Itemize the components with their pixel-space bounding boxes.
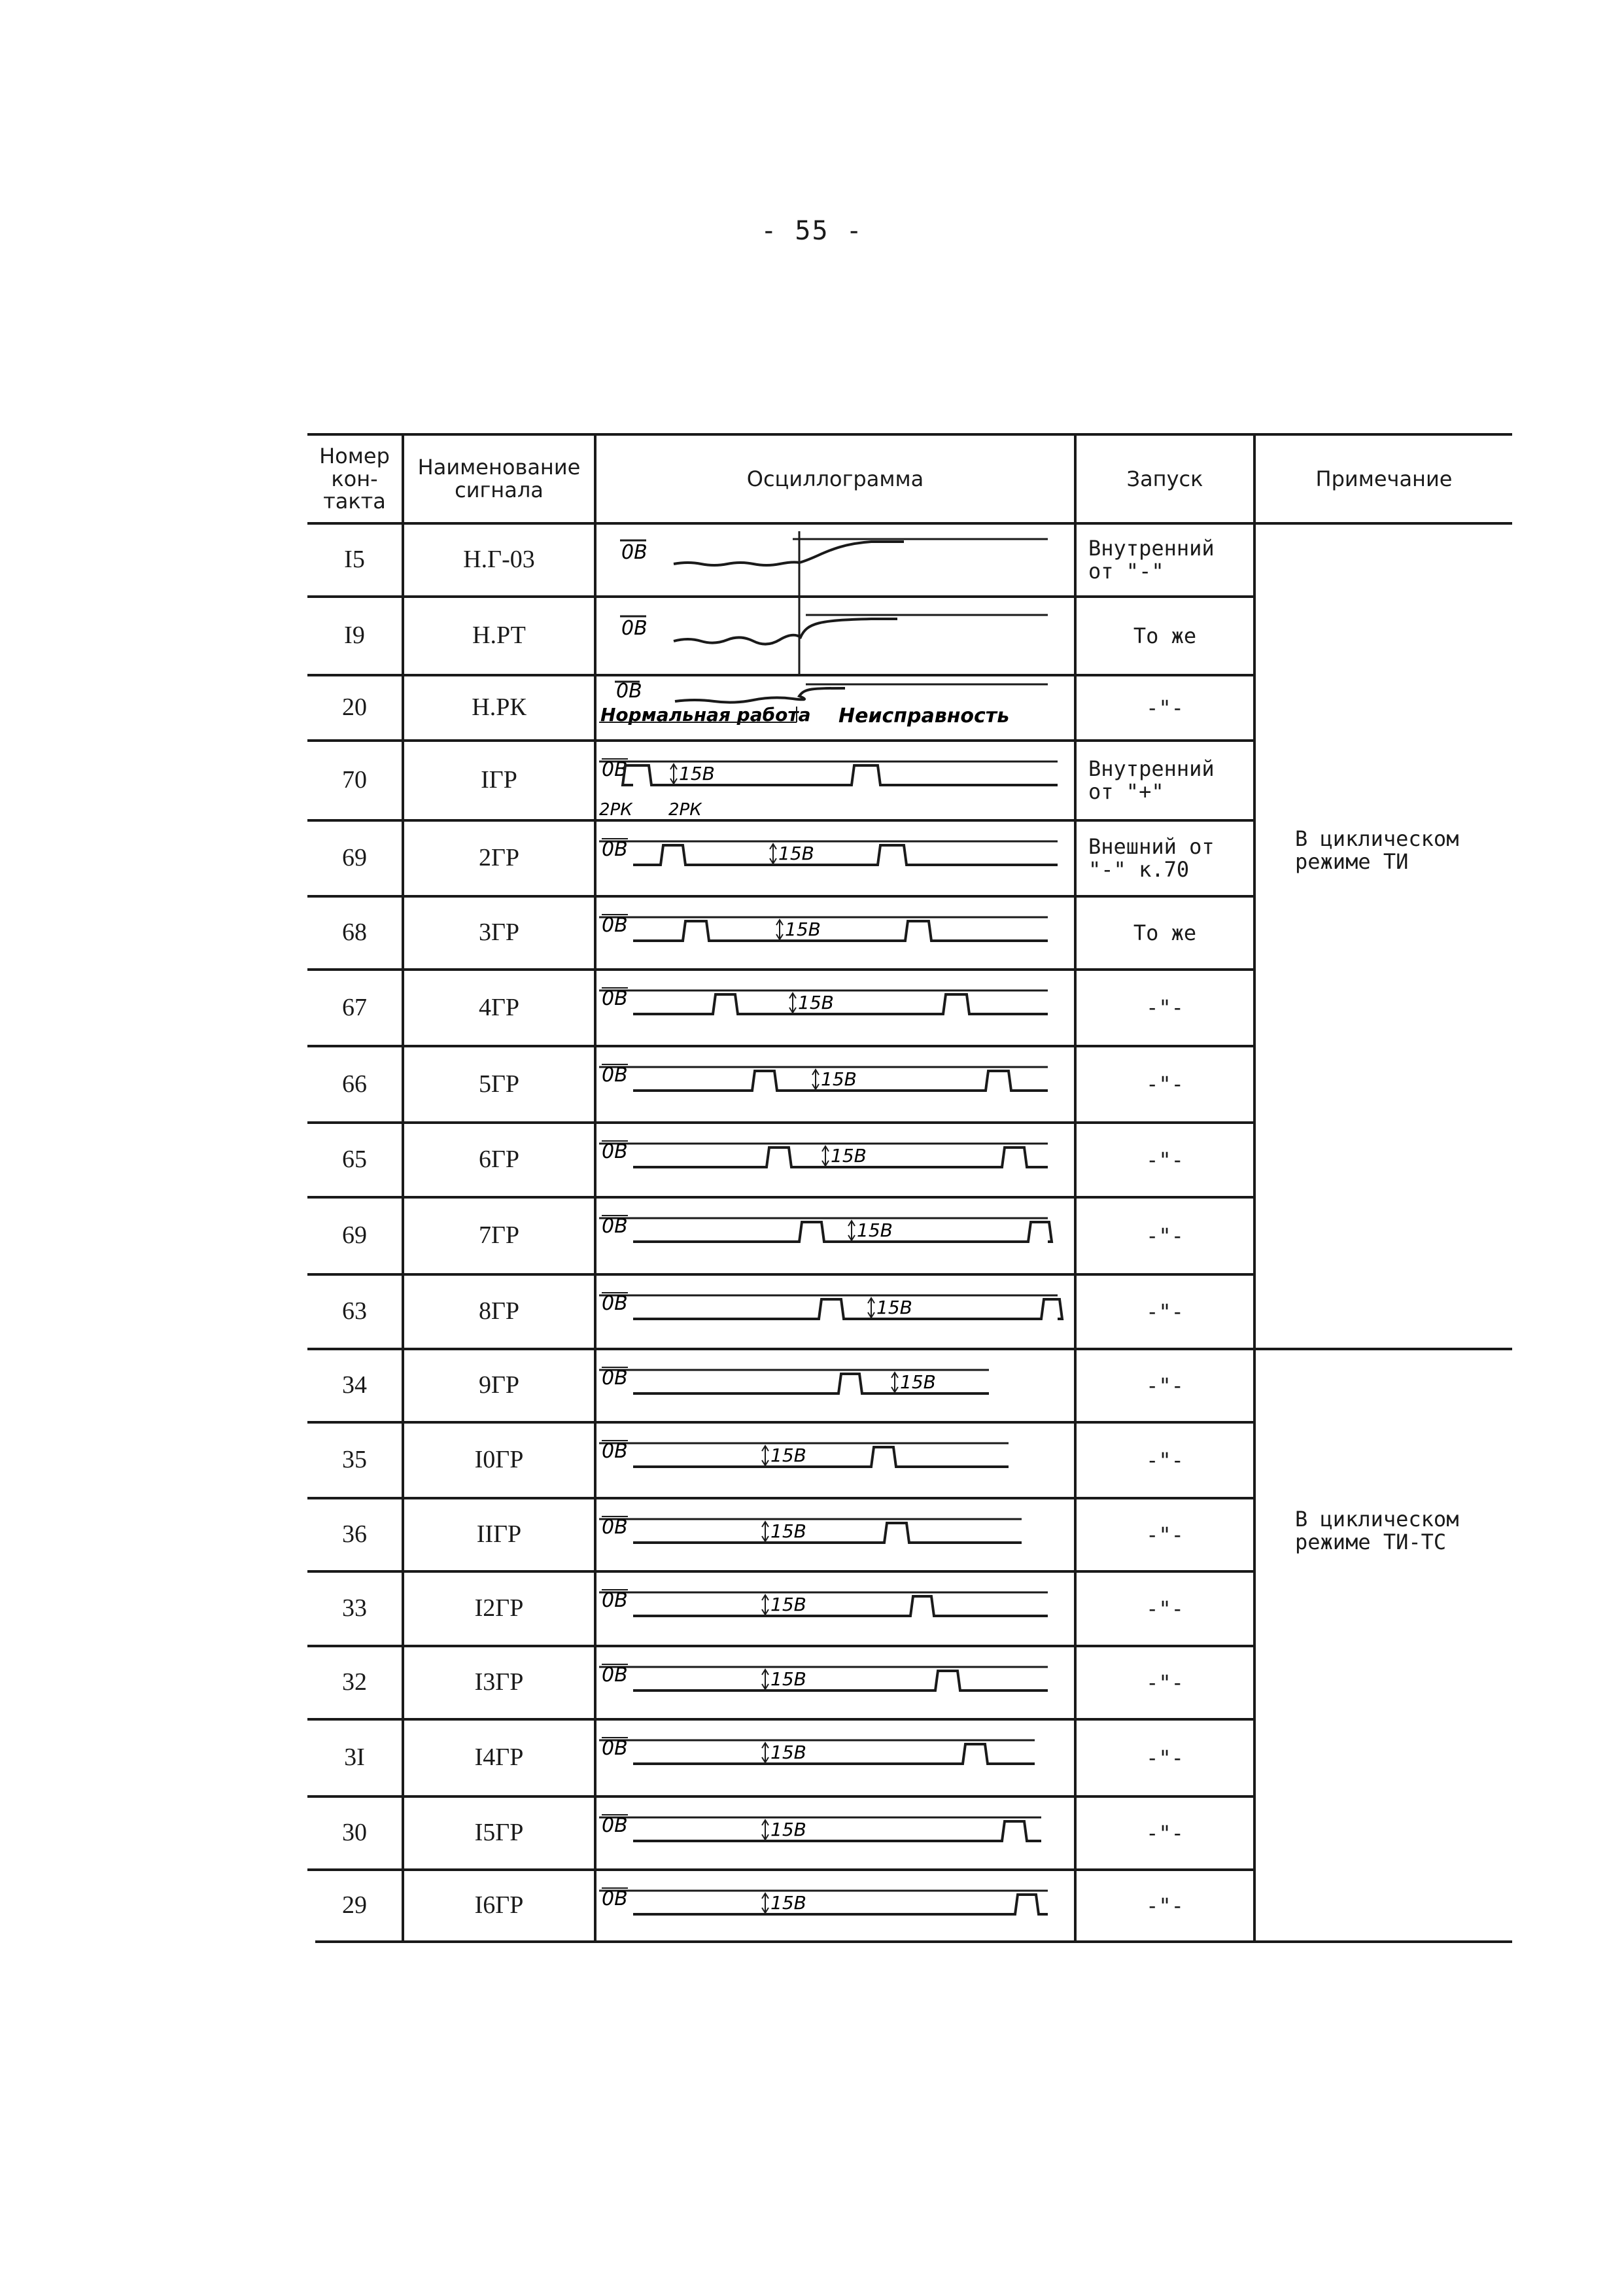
table-row-contact: 67 (342, 993, 367, 1021)
zero-level-label: 0В (602, 1292, 628, 1315)
header-note: Примечание (1315, 466, 1453, 491)
zero-level-label: 0В (616, 680, 642, 703)
table-row-launch: -"- (1146, 1745, 1184, 1770)
amplitude-label: 15В (785, 919, 821, 940)
table-row-contact: I5 (344, 546, 365, 574)
table-row-launch: -"- (1146, 1147, 1184, 1172)
zero-level-label: 0В (621, 541, 648, 564)
amplitude-label: 15В (770, 1594, 806, 1615)
table-row-contact: 68 (342, 919, 367, 947)
page-number: - 55 - (761, 216, 863, 246)
table-row-signal: 6ГР (478, 1146, 520, 1174)
zero-level-label: 0В (602, 1664, 628, 1687)
table-row-contact: 63 (342, 1297, 367, 1325)
pulse-trace (633, 1895, 1048, 1914)
table-row-signal: IIГР (476, 1520, 522, 1549)
pulse-trace (633, 1222, 1052, 1242)
amplitude-label: 15В (770, 1892, 806, 1914)
table-row-contact: 34 (342, 1371, 367, 1399)
table-row-launch: -"- (1146, 1522, 1184, 1547)
table-row-launch: -"- (1146, 1223, 1184, 1248)
header-signal: Наименование сигнала (417, 455, 581, 502)
table-row-launch: -"- (1146, 1373, 1184, 1398)
table-row-signal: I2ГР (474, 1594, 524, 1622)
table-row-contact: 3I (344, 1743, 365, 1772)
zero-level-label: 0В (602, 1737, 628, 1760)
amplitude-label: 15В (770, 1668, 806, 1690)
table-row-signal: I4ГР (474, 1743, 524, 1772)
table-row-signal: 4ГР (478, 993, 520, 1021)
pulse-trace (633, 1596, 1048, 1616)
note-cyclic-ti: В циклическом режиме ТИ (1295, 826, 1459, 874)
table-bottom-border (315, 1940, 1512, 1943)
table-row-launch: -"- (1146, 695, 1184, 720)
oscillogram-rows-1-3 (596, 525, 1074, 739)
pulse-trace (633, 1299, 1062, 1319)
rk-label: 2РК (668, 800, 702, 820)
table-row-signal: IГР (481, 766, 517, 794)
table-row-contact: 69 (342, 844, 367, 872)
table-row-signal: 5ГР (478, 1070, 520, 1098)
table-row-launch: Внутренний от "-" (1088, 536, 1215, 584)
table-row-launch: -"- (1146, 1596, 1184, 1621)
table-row-signal: I3ГР (474, 1668, 524, 1696)
zero-level-label: 0В (602, 1140, 628, 1163)
amplitude-label: 15В (770, 1520, 806, 1542)
zero-level-label: 0В (602, 1589, 628, 1612)
table-row-contact: 65 (342, 1146, 367, 1174)
oscillogram-group-pulses (596, 742, 1074, 1940)
table-row-contact: 32 (342, 1668, 367, 1696)
amplitude-label: 15В (770, 1742, 806, 1763)
table-row-contact: 30 (342, 1819, 367, 1847)
oscillogram-fault-signals (596, 525, 1074, 739)
zero-level-label: 0В (602, 1440, 628, 1463)
zero-level-label: 0В (602, 1064, 628, 1087)
header-contact: Номер кон- такта (319, 444, 390, 514)
header-oscillogram: Осциллограмма (746, 466, 924, 491)
table-row-contact: I9 (344, 622, 365, 650)
zero-level-label: 0В (621, 617, 648, 640)
amplitude-label: 15В (778, 843, 814, 864)
table-row-signal: 8ГР (478, 1297, 520, 1325)
pulse-trace (633, 921, 1048, 941)
fault-label: Неисправность (838, 705, 1010, 727)
amplitude-label: 15В (821, 1068, 857, 1090)
table-row-launch: -"- (1146, 1072, 1184, 1097)
zero-level-label: 0В (602, 914, 628, 937)
zero-level-label: 0В (602, 1215, 628, 1238)
table-row-launch: -"- (1146, 1299, 1184, 1324)
table-row-launch: То же (1133, 920, 1197, 945)
table-row-contact: 20 (342, 693, 367, 722)
note-cyclic-ti-ts: В циклическом режиме ТИ-ТС (1295, 1507, 1459, 1554)
pulse-trace (633, 1821, 1041, 1841)
zero-level-label: 0В (602, 1814, 628, 1837)
pulse-trace (633, 1671, 1048, 1691)
pulse-trace (633, 994, 1048, 1014)
amplitude-label: 15В (857, 1219, 893, 1241)
zero-level-label: 0В (602, 1367, 628, 1390)
table-row-contact: 69 (342, 1221, 367, 1250)
table-row-contact: 66 (342, 1070, 367, 1098)
table-row-launch: -"- (1146, 995, 1184, 1021)
pulse-trace (633, 1523, 1022, 1543)
table-row-launch: -"- (1146, 1447, 1184, 1473)
table-row-launch: То же (1133, 623, 1197, 648)
amplitude-label: 15В (900, 1371, 936, 1393)
oscillogram-pulse-rows (596, 742, 1074, 1940)
zero-level-label: 0В (602, 1516, 628, 1539)
table-row-launch: -"- (1146, 1820, 1184, 1846)
zero-level-label: 0В (602, 838, 628, 861)
amplitude-label: 15В (876, 1297, 912, 1318)
amplitude-label: 15В (679, 763, 715, 784)
table-row-contact: 33 (342, 1594, 367, 1622)
table-row-contact: 36 (342, 1520, 367, 1549)
table-row-signal: I6ГР (474, 1891, 524, 1919)
amplitude-label: 15В (831, 1145, 867, 1166)
table-row-signal: I0ГР (474, 1446, 524, 1474)
amplitude-label: 15В (770, 1819, 806, 1840)
zero-level-label: 0В (602, 1887, 628, 1910)
table-row-launch: -"- (1146, 1670, 1184, 1695)
table-row-signal: 7ГР (478, 1221, 520, 1250)
table-row-contact: 70 (342, 766, 367, 794)
zero-level-label: 0В (602, 758, 628, 781)
col-divider (1253, 433, 1256, 1942)
pulse-trace (633, 845, 1058, 865)
table-row-signal: 3ГР (478, 919, 520, 947)
table-row-contact: 29 (342, 1891, 367, 1919)
pulse-trace (633, 1744, 1035, 1764)
table-row-signal: Н.РТ (472, 622, 526, 650)
zero-level-label: 0В (602, 987, 628, 1010)
amplitude-label: 15В (798, 992, 834, 1013)
header-launch: Запуск (1126, 466, 1203, 491)
table-row-signal: 9ГР (478, 1371, 520, 1399)
table-row-signal: Н.Г-03 (463, 546, 535, 574)
rk-label: 2РК (599, 800, 632, 820)
table-row-signal: I5ГР (474, 1819, 524, 1847)
normal-operation-label: Нормальная работа (600, 704, 811, 726)
pulse-trace (633, 1447, 1009, 1467)
table-row-signal: 2ГР (478, 844, 520, 872)
table-row-launch: Внутренний от "+" (1088, 756, 1215, 804)
amplitude-label: 15В (770, 1445, 806, 1466)
table-row-launch: -"- (1146, 1893, 1184, 1918)
table-row-signal: Н.РК (472, 693, 527, 722)
table-row-launch: Внешний от "-" к.70 (1088, 834, 1215, 882)
table-row-contact: 35 (342, 1446, 367, 1474)
